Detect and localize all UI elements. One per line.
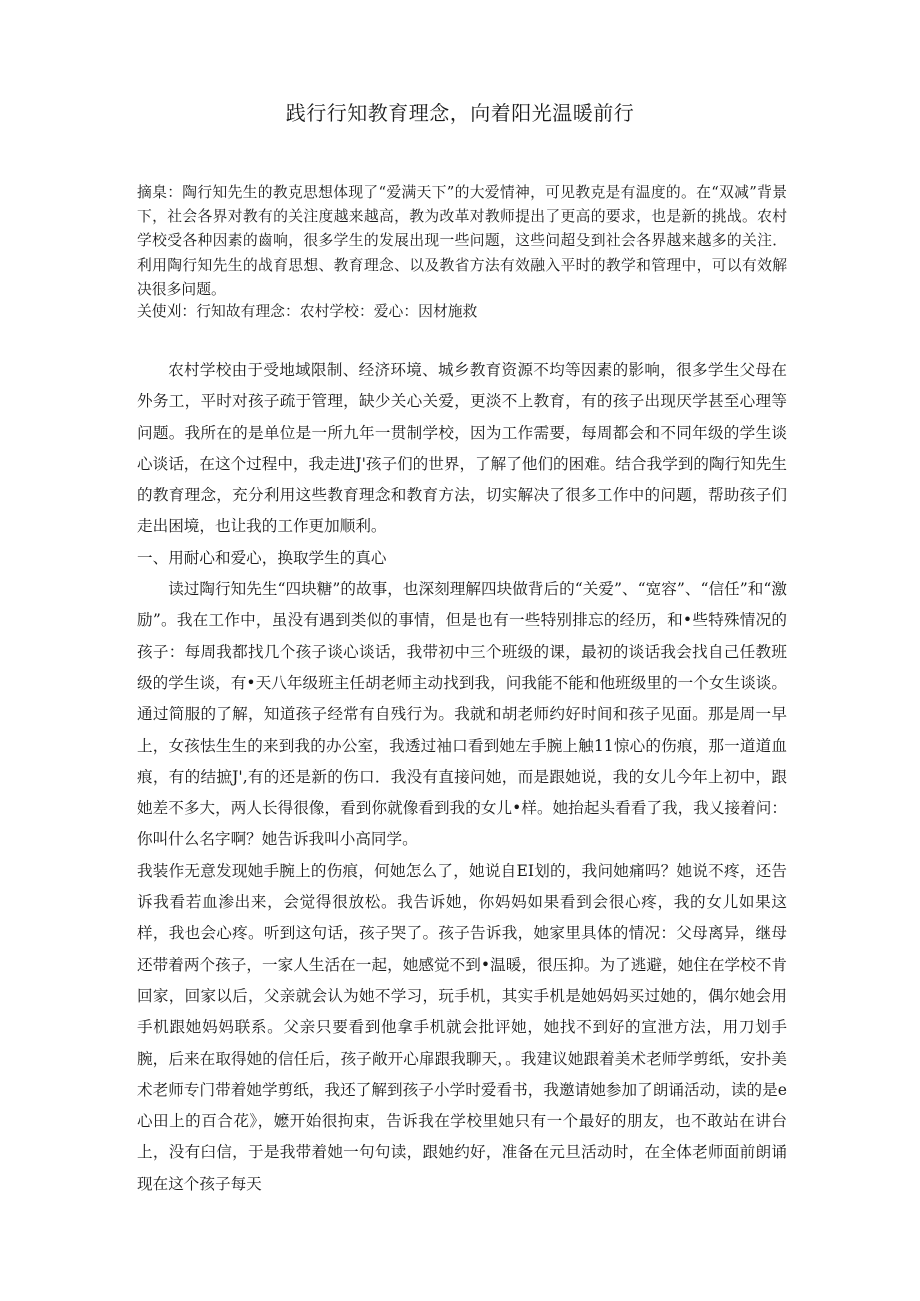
paragraph-story: 读过陶行知先生“四块糖”的故事，也深刻理解四块做背后的“关爱”、“宽容”、“信任”和“激励”。我在工作中，虽没有遇到类似的事情，但是也有一些特别排忘的经历，和•些特殊情况的孩子：每周我都找几个孩子谈心谈话，我带初中三个班级的课，最初的谈话我会找自己任教班级的学生谈，有•天八年级班主任胡老师主动找到我，问我能不能和他班级里的一个女生谈谈。通过简服的了解，知道孩子经常有自残行为。我就和胡老师约好时间和孩子见面。那是周一早上，女孩怯生生的来到我的办公室，我透过袖口看到她左手腕上触11惊心的伤痕，那一道道血痕，有的结摭J',有的还是新的伤口．我没有直接问她，而是跟她说，我的女儿今年上初中，跟她差不多大，两人长得很像，看到你就像看到我的女儿•样。她抬起头看看了我，我乂接着问：你叫什么名字啊？她告诉我叫小高同学。 [137, 580, 787, 849]
document-body [137, 355, 787, 1200]
keywords: 关使刈：行知故有理念：农村学校：爱心：因材施救 [137, 303, 478, 320]
section-heading: 一、用耐心和爱心，换取学生的真心 [137, 548, 387, 567]
paragraph-intro: 农村学校由于受地域限制、经济环境、城乡教育资源不均等因素的影响，很多学生父母在外务工，平时对孩子疏于管理，缺少关心关爱，更淡不上教育，有的孩子出现厌学甚至心理等问题。我所在的是单位是一所九年一贯制学校，因为工作需要，每周都会和不同年级的学生谈心谈话，在这个过程中，我走进J'孩子们的世界，了解了他们的困难。结合我学到的陶行知先生的教育理念，充分利用这些教育理念和教育方法，切实解决了很多工作中的问题，帮助孩子们走出困境，也让我的工作更加顺利。 [137, 361, 787, 536]
abstract: 摘臬：陶行知先生的教克思想体现了“爱满天下”的大爱情神，可见教克是有温度的。在“双减”背景下，社会各界对教有的关注度越来越高，教为改革对教师提出了更高的要求，也是新的挑战。农村学校受各种因素的齒响，很多学生的发展出现一些问题，这些问超殳到社会各界越来越多的关注．利用陶行知先生的战育思想、教育理念、以及教省方法有效融入平时的教学和管理中，可以有效解决很多问题。 [137, 184, 787, 298]
document-title: 践行行知教育理念，向着阳光温暖前行 [285, 101, 635, 125]
paragraph-continued: 我装作无意发现她手腕上的伤痕，何她怎么了，她说自EI划的，我问她痛吗？她说不疼，还告诉我看若血渗出来，会觉得很放松。我告诉她，你妈妈如果看到会很心疼，我的女儿如果这样，我也会心疼。听到这句话，孩子哭了。孩子告诉我，她家里具体的情况：父母离异，继母还带着两个孩子，一家人生活在一起，她感觉不到•温暖，很压抑。为了逃避，她住在学校不肯回家，回家以后，父亲就会认为她不学习，玩手机，其实手机是她妈妈买过她的，偶尔她会用手机跟她妈妈联系。父亲只要看到他拿手机就会批评她，她找不到好的宣泄方法，用刀划手腕，后来在取得她的信任后，孩子敞开心扉跟我聊天，。我建议她跟着美术老师学剪纸，安扑美术老师专门带着她学剪纸，我还了解到孩子小学时爱看书，我邀请她参加了朗诵活动，读的是e心田上的百合花》，嬷开始很拘束，告诉我在学校里她只有一个最好的朋友，也不敢站在讲台上，没有臼信，于是我带着她一句句读，跟她约好，准备在元旦活动时，在全体老师面前朗诵现在这个孩子每天 [137, 861, 787, 1193]
